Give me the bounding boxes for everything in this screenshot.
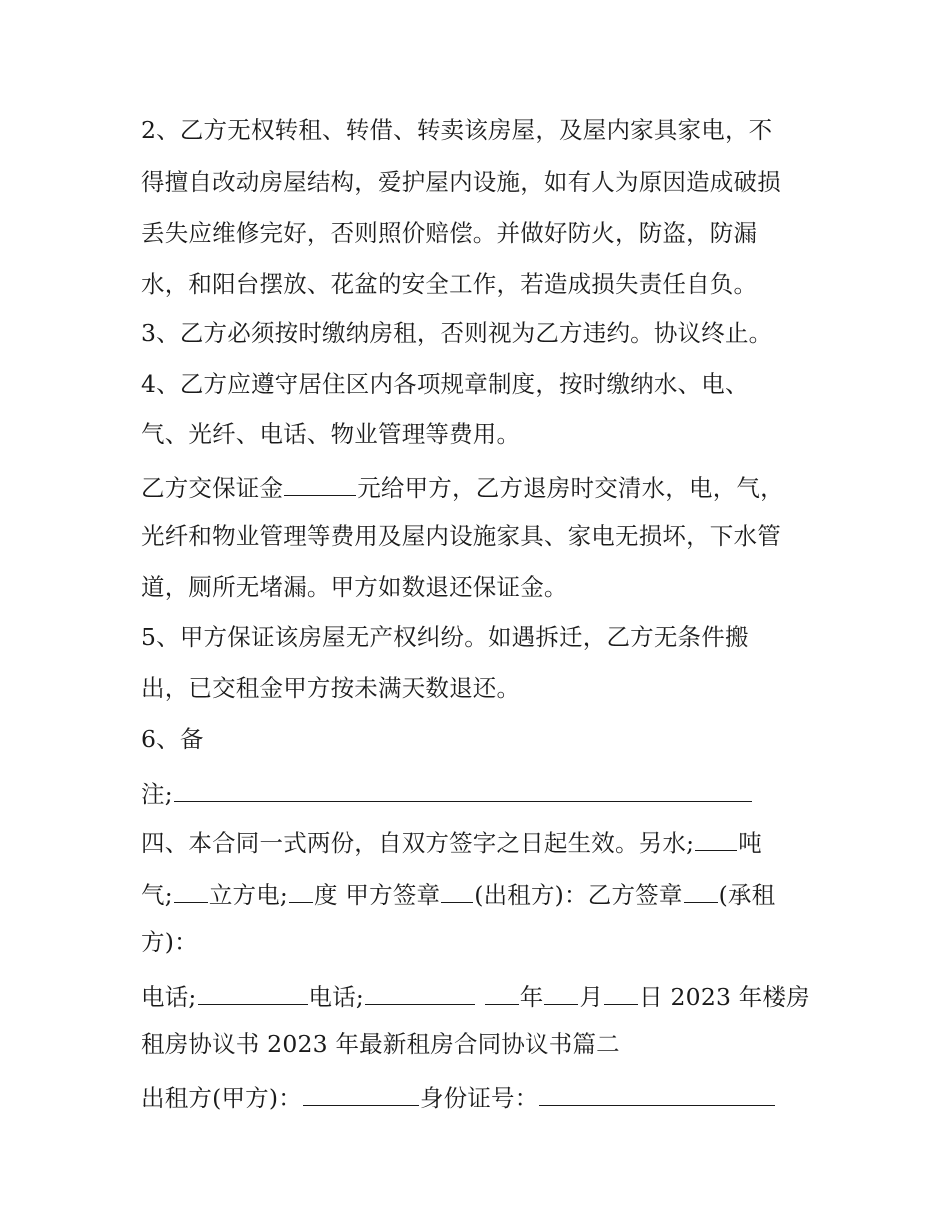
water-blank [695, 824, 737, 851]
clause-line [141, 824, 762, 859]
meters-line [141, 876, 775, 911]
deposit-line [141, 469, 784, 504]
paragraph-line: 气、光纤、电话、物业管理等费用。 [141, 420, 521, 448]
phone-text: 年 [519, 983, 544, 1011]
paragraph-line: 水，和阳台摆放、花盆的安全工作，若造成损失责任自负。 [141, 270, 758, 298]
id-number-label: 身份证号： [419, 1084, 539, 1112]
meters-text: (承租 [718, 881, 776, 909]
title-line: 租房协议书 2023 年最新租房合同协议书篇二 [141, 1030, 620, 1058]
day-blank [604, 978, 638, 1005]
tenant-sign-blank [684, 876, 718, 903]
electricity-blank [289, 876, 313, 903]
clause-text: 吨 [738, 829, 762, 857]
year-blank [485, 978, 519, 1005]
landlord-label: 出租方(甲方)： [141, 1084, 302, 1112]
paragraph-line: 方)： [141, 928, 198, 956]
landlord-name-blank [303, 1079, 419, 1106]
paragraph-line: 光纤和物业管理等费用及屋内设施家具、家电无损坏，下水管 [141, 522, 781, 550]
deposit-text: 乙方交保证金 [141, 474, 284, 502]
deposit-text: 元给甲方，乙方退房时交清水，电，气， [357, 474, 784, 502]
paragraph-line: 5、甲方保证该房屋无产权纠纷。如遇拆迁，乙方无条件搬 [141, 623, 749, 651]
paragraph-line: 6、备 [141, 725, 204, 753]
meters-text: 气; [141, 881, 173, 909]
meters-text: 度 甲方签章 [314, 881, 441, 909]
remark-label: 注; [141, 780, 173, 808]
landlord-sign-blank [441, 876, 473, 903]
phone-line [141, 978, 810, 1013]
phone-text: 电话; [308, 983, 365, 1011]
phone-text: 日 2023 年楼房 [639, 983, 810, 1011]
meters-text: (出租方)：乙方签章 [474, 881, 683, 909]
clause-text: 四、本合同一式两份，自双方签字之日起生效。另水; [141, 829, 695, 857]
paragraph-line: 丢失应维修完好，否则照价赔偿。并做好防火，防盗，防漏 [141, 219, 758, 247]
paragraph-line: 道，厕所无堵漏。甲方如数退还保证金。 [141, 573, 568, 601]
paragraph-line: 得擅自改动房屋结构，爱护屋内设施，如有人为原因造成破损 [141, 168, 781, 196]
paragraph-line: 出，已交租金甲方按未满天数退还。 [141, 674, 521, 702]
deposit-amount-blank [284, 469, 356, 496]
phone-text: 电话; [141, 983, 197, 1011]
paragraph-line: 4、乙方应遵守居住区内各项规章制度，按时缴纳水、电、 [141, 370, 749, 398]
month-blank [544, 978, 578, 1005]
paragraph-line: 2、乙方无权转租、转借、转卖该房屋，及屋内家具家电，不 [141, 116, 773, 144]
landlord-line [141, 1079, 776, 1114]
paragraph-line: 3、乙方必须按时缴纳房租，否则视为乙方违约。协议终止。 [141, 319, 773, 347]
remark-blank [174, 775, 752, 802]
phone-blank [365, 978, 475, 1005]
phone-text: 月 [579, 983, 604, 1011]
remark-line [141, 775, 753, 810]
id-number-blank [539, 1079, 775, 1106]
meters-text: 立方电; [208, 881, 289, 909]
gas-blank [174, 876, 208, 903]
phone-blank [198, 978, 308, 1005]
